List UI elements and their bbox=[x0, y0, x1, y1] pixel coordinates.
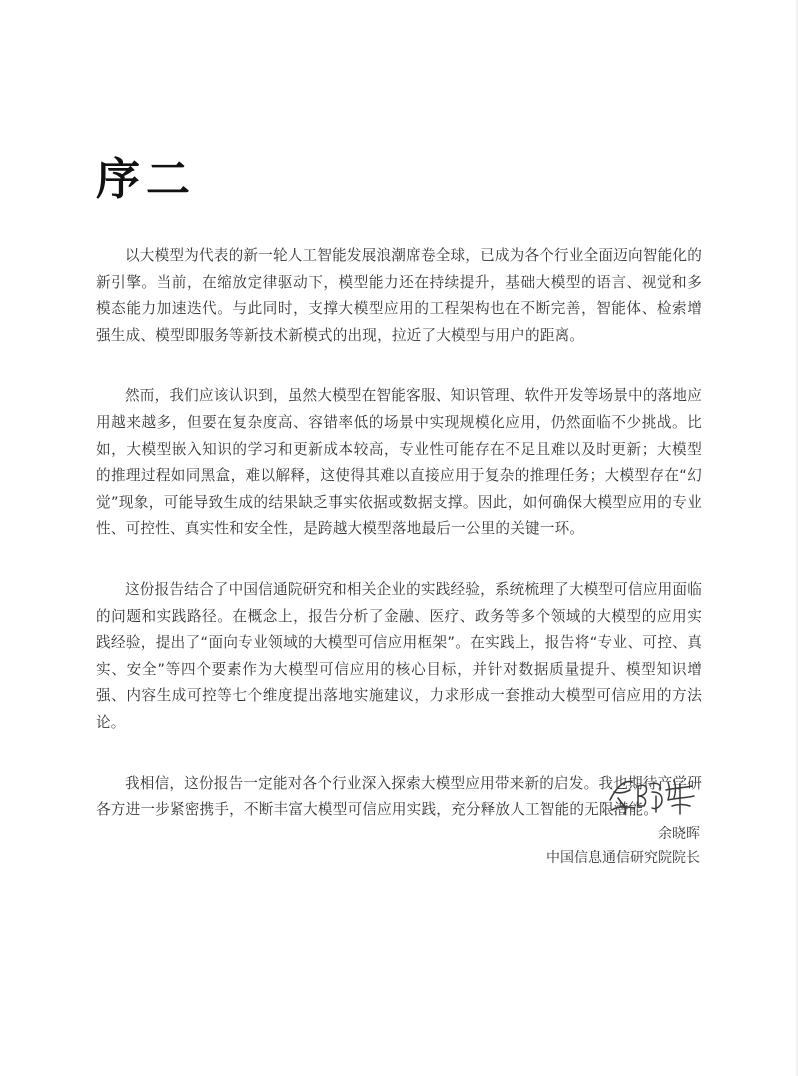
paragraph-3: 这份报告结合了中国信通院研究和相关企业的实践经验，系统梳理了大模型可信应用面临的问题和实践路径。在概念上，报告分析了金融、医疗、政务等多个领域的大模型的应用实践经验，提出了“面向专业领域的大模型可信应用框架”。在实践上，报告将“专业、可控、真实、安全”等四个要素作为大模型可信应用的核心目标，并针对数据质量提升、模型知识增强、内容生成可控等七个维度提出落地实施建议，力求形成一套推动大模型可信应用的方法论。 bbox=[96, 580, 702, 731]
paragraph-1: 以大模型为代表的新一轮人工智能发展浪潮席卷全球，已成为各个行业全面迈向智能化的新引擎。当前，在缩放定律驱动下，模型能力还在持续提升，基础大模型的语言、视觉和多模态能力加速迭代。与此同时，支撑大模型应用的工程架构也在不断完善，智能体、检索增强生成、模型即服务等新技术新模式的出现，拉近了大模型与用户的距离。 bbox=[96, 247, 702, 344]
handwritten-signature bbox=[604, 770, 700, 818]
preface-body bbox=[96, 243, 702, 858]
paragraph-2: 然而，我们应该认识到，虽然大模型在智能客服、知识管理、软件开发等场景中的落地应用越来越多，但要在复杂度高、容错率低的场景中实现规模化应用，仍然面临不少挑战。比如，大模型嵌入知识的学习和更新成本较高，专业性可能存在不足且难以及时更新；大模型的推理过程如同黑盒，难以解释，这使得其难以直接应用于复杂的推理任务；大模型存在“幻觉”现象，可能导致生成的结果缺乏事实依据或数据支撑。因此，如何确保大模型应用的专业性、可控性、真实性和安全性，是跨越大模型落地最后一公里的关键一环。 bbox=[96, 387, 702, 538]
signature-block bbox=[500, 770, 700, 870]
signer-title: 中国信息通信研究院院长 bbox=[546, 850, 700, 866]
signer-name: 余晓晖 bbox=[658, 826, 700, 842]
paragraph-4: 我相信，这份报告一定能对各个行业深入探索大模型应用带来新的启发。我也期待产学研各方进一步紧密携手，不断丰富大模型可信应用实践，充分释放人工智能的无限潜能。 bbox=[96, 774, 702, 819]
page-title: 序二 bbox=[96, 154, 196, 205]
